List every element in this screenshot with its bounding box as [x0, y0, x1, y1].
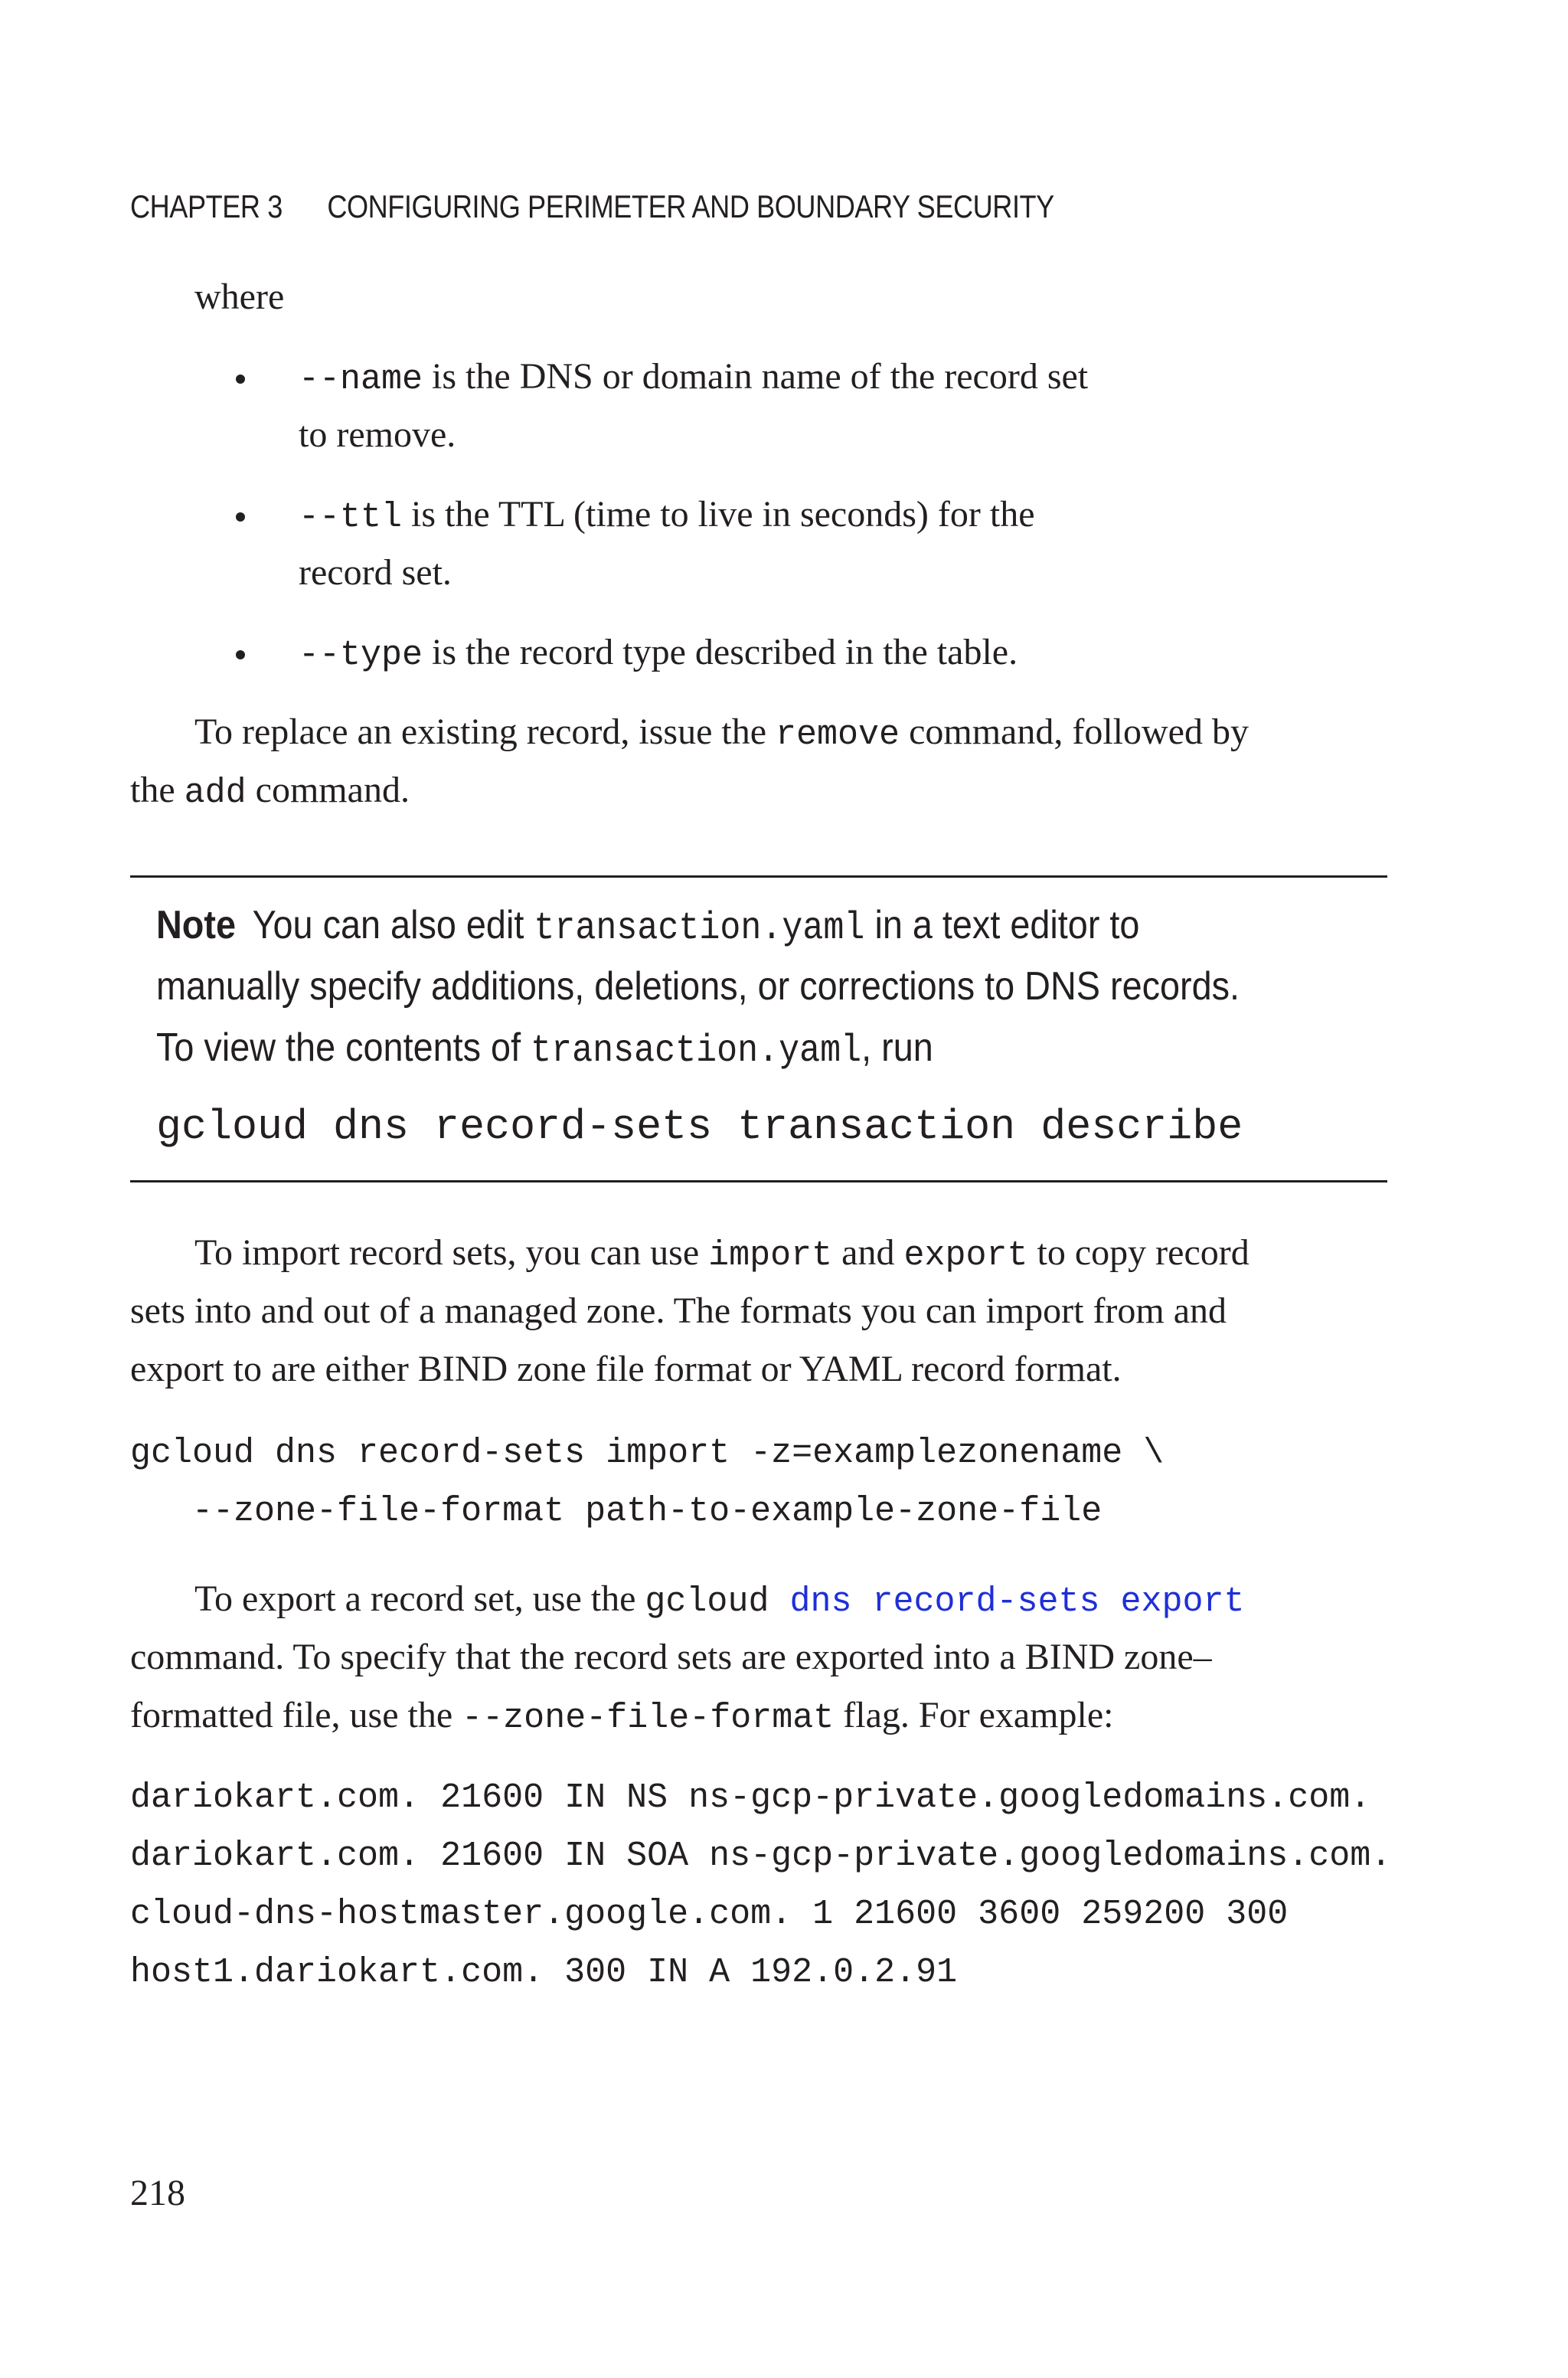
import-paragraph-line3: export to are either BIND zone file format or YAML record format.: [130, 1349, 1122, 1389]
bullet-code: --type: [299, 636, 423, 675]
inline-code: gcloud: [645, 1582, 769, 1621]
note-line2: manually specify additions, deletions, or corrections to DNS records.: [156, 964, 1240, 1009]
import-paragraph-line2: sets into and out of a managed zone. The formats you can import from and: [130, 1290, 1227, 1331]
text-run: to copy record: [1027, 1232, 1250, 1273]
text-run: command, followed by: [900, 711, 1249, 752]
note-line3: [156, 1017, 933, 1082]
text-run: in a text editor to: [864, 903, 1140, 947]
export-paragraph-line2: command. To specify that the record sets are exported into a BIND zone–: [130, 1637, 1212, 1677]
inline-code: remove: [776, 715, 900, 754]
bullet-text: is the record type described in the table.: [423, 632, 1018, 672]
replace-paragraph-line1: [194, 703, 1249, 764]
bullet-code: --ttl: [299, 498, 403, 537]
export-code-line3: cloud-dns-hostmaster.google.com. 1 21600 3600 259200 300: [130, 1895, 1289, 1934]
export-paragraph-line3: [130, 1686, 1114, 1748]
inline-code: add: [184, 774, 247, 813]
text-run: command.: [246, 770, 410, 810]
note-line1: [156, 895, 1139, 960]
text-run: You can also edit: [252, 903, 534, 947]
note-top-rule: [130, 875, 1387, 878]
export-code-line4: host1.dariokart.com. 300 IN A 192.0.2.91: [130, 1953, 958, 1992]
bullet-continuation: to remove.: [299, 414, 456, 455]
note-command: gcloud dns record-sets transaction describe: [156, 1103, 1243, 1151]
inline-code: --zone-file-format: [462, 1699, 835, 1738]
inline-code: export: [903, 1236, 1028, 1275]
where-text: where: [194, 276, 285, 317]
export-paragraph-line1: [194, 1570, 1245, 1631]
export-code-line2: dariokart.com. 21600 IN SOA ns-gcp-private.googledomains.com.: [130, 1837, 1392, 1876]
text-run: and: [832, 1232, 904, 1273]
bullet-item-name: [299, 348, 1088, 409]
replace-paragraph-line2: [130, 761, 410, 823]
bullet-text: is the TTL (time to live in seconds) for the: [402, 494, 1035, 535]
bullet-item-type: [299, 623, 1018, 685]
inline-code: transaction.yaml: [534, 907, 865, 950]
text-run: To import record sets, you can use: [194, 1232, 709, 1273]
export-code-line1: dariokart.com. 21600 IN NS ns-gcp-private.googledomains.com.: [130, 1778, 1371, 1817]
note-label: Note: [156, 903, 237, 947]
inline-code: transaction.yaml: [531, 1029, 862, 1073]
page-number: 218: [130, 2173, 185, 2213]
chapter-label: CHAPTER 3: [130, 188, 283, 224]
bullet-dot: [236, 512, 245, 522]
bullet-code: --name: [299, 360, 423, 399]
chapter-title: CONFIGURING PERIMETER AND BOUNDARY SECURITY: [327, 188, 1054, 224]
import-paragraph-line1: [194, 1224, 1250, 1285]
text-run: the: [130, 770, 185, 810]
bullet-dot: [236, 375, 245, 384]
text-run: To replace an existing record, issue the: [194, 711, 776, 752]
inline-code: import: [708, 1236, 833, 1275]
bullet-text: is the DNS or domain name of the record set: [423, 356, 1089, 397]
text-run: formatted file, use the: [130, 1695, 462, 1735]
import-code-line2: --zone-file-format path-to-example-zone-file: [130, 1492, 1102, 1531]
note-bottom-rule: [130, 1180, 1387, 1182]
running-header: [130, 188, 1054, 225]
command-link[interactable]: dns record-sets export: [769, 1582, 1245, 1621]
bullet-dot: [236, 650, 245, 659]
bullet-item-ttl: [299, 486, 1035, 547]
text-run: To export a record set, use the: [194, 1578, 645, 1619]
text-run: To view the contents of: [156, 1025, 531, 1070]
import-code-line1: gcloud dns record-sets import -z=examplezonename \: [130, 1434, 1165, 1473]
bullet-continuation: record set.: [299, 552, 452, 593]
text-run: flag. For example:: [834, 1695, 1114, 1735]
text-run: , run: [861, 1025, 933, 1070]
